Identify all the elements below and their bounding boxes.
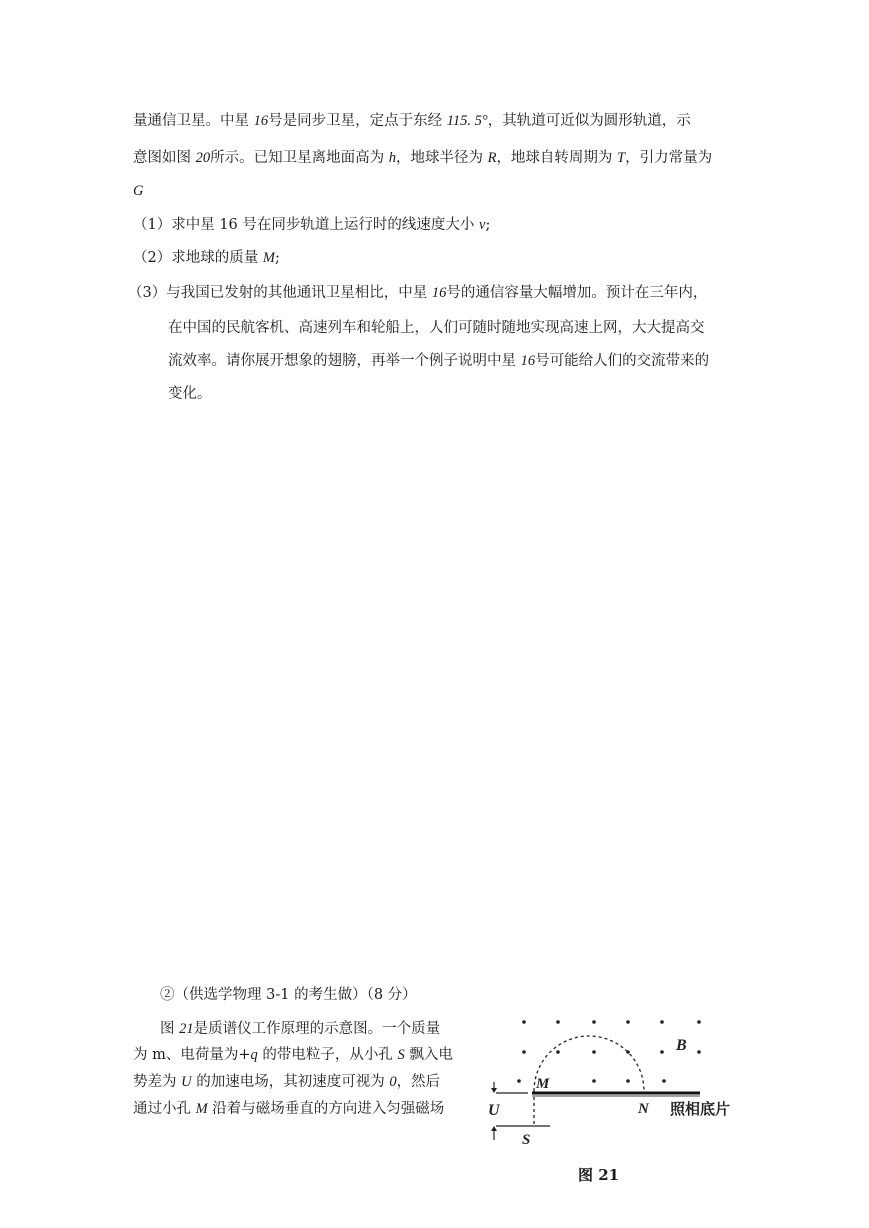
particle-trajectory xyxy=(534,1036,644,1091)
q20-subquestion-3-line-4: 变化。 xyxy=(168,386,212,402)
q20-subquestion-1: （1）求中星 16 号在同步轨道上运行时的线速度大小 v; xyxy=(133,217,491,233)
figure-21-caption: 图 21 xyxy=(578,1166,620,1184)
q20-line-1: 量通信卫星。中星 16号是同步卫星，定点于东经 115. 5°，其轨道可近似为圆形轨道，示 xyxy=(133,113,691,129)
q20-line-2: 意图如图 20所示。已知卫星离地面高为 h，地球半径为 R，地球自转周期为 T，引力常量为 xyxy=(133,150,713,166)
label-film: 照相底片 xyxy=(670,1100,731,1118)
q21-line-4: 通过小孔 M 沿着与磁场垂直的方向进入匀强磁场 xyxy=(133,1101,445,1117)
q20-subquestion-2: （2）求地球的质量 M; xyxy=(133,250,280,266)
q21-header: ②（供选学物理 3-1 的考生做）（8 分） xyxy=(160,987,417,1003)
q20-subquestion-3-line-1: （3）与我国已发射的其他通讯卫星相比，中星 16号的通信容量大幅增加。预计在三年内， xyxy=(128,285,708,301)
label-s: S xyxy=(522,1132,531,1148)
q20-line-3: G xyxy=(133,183,144,199)
magnetic-field-dots xyxy=(517,1020,701,1083)
mass-spectrometer-figure xyxy=(486,1010,756,1160)
q21-line-3: 势差为 U 的加速电场，其初速度可视为 0，然后 xyxy=(133,1074,441,1090)
label-n: N xyxy=(638,1101,649,1117)
u-arrow-bottom-head xyxy=(491,1126,497,1131)
label-u: U xyxy=(488,1102,500,1119)
q21-line-2: 为 m、电荷量为+q 的带电粒子，从小孔 S 飘入电 xyxy=(133,1047,453,1063)
q20-subquestion-3-line-2: 在中国的民航客机、高速列车和轮船上，人们可随时随地实现高速上网，大大提高交 xyxy=(168,320,705,336)
label-b: B xyxy=(676,1037,687,1054)
u-arrow-top-head xyxy=(491,1088,497,1093)
label-m: M xyxy=(536,1076,550,1092)
q20-subquestion-3-line-3: 流效率。请你展开想象的翅膀，再举一个例子说明中星 16号可能给人们的交流带来的 xyxy=(168,353,710,369)
q21-line-1: 图 21是质谱仪工作原理的示意图。一个质量 xyxy=(160,1021,441,1037)
